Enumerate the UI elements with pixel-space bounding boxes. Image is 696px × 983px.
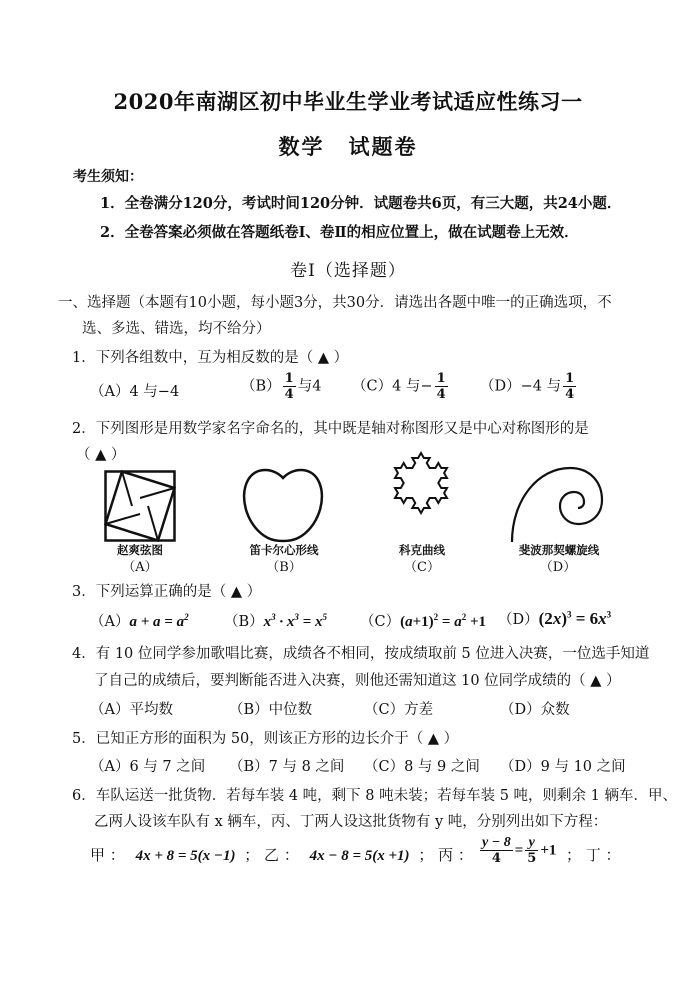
figure-d-name: 斐波那契螺旋线 — [518, 543, 600, 557]
part1-title: 卷Ⅰ（选择题） — [290, 261, 406, 281]
q6-yi-eq: 4x − 8 = 5(x +1) — [309, 848, 410, 864]
q1-c-fraction — [435, 371, 448, 402]
q1-d-den: 4 — [565, 387, 575, 402]
q4-option-a: （A）平均数 — [90, 702, 173, 718]
subject-name: 数学 — [278, 134, 325, 159]
q4-option-c: （C）方差 — [364, 702, 434, 718]
cardioid-figure — [240, 464, 326, 546]
q6-stem-line1: 6．车队运送一批货物．若每车装 4 吨，剩下 8 吨未装；若每车装 5 吨，则剩余 1 辆车．甲、 — [72, 788, 677, 804]
q1-d-num: 1 — [565, 371, 575, 386]
q6-bing-post: +1 — [540, 842, 557, 859]
q1-b-num: 1 — [284, 371, 294, 386]
q1-d-label: （D）−4 与 — [480, 378, 562, 395]
fibonacci-spiral-figure — [508, 462, 604, 544]
q6-bing-eq — [478, 835, 556, 866]
q3-b-label: （B） — [224, 614, 264, 630]
q1-c-den: 4 — [436, 387, 446, 402]
q5-option-d: （D）9 与 10 之间 — [500, 759, 626, 775]
q3-c-label: （C） — [360, 614, 401, 630]
paper-name: 试题卷 — [348, 134, 418, 159]
notice-heading: 考生须知： — [73, 169, 143, 185]
q1-b-post: 与4 — [297, 378, 322, 395]
figure-b-name: 笛卡尔心形线 — [249, 543, 319, 557]
notice-item-1: 1．全卷满分120分，考试时间120分钟．试题卷共6页，有三大题，共24小题． — [100, 195, 622, 212]
subject-title — [0, 131, 696, 161]
q3-d-label: （D） — [498, 612, 539, 628]
zhao-shuang-diagram-figure — [104, 470, 176, 542]
q3-b-expr: $x^3 \cdot x^3 = x^5$ — [263, 612, 327, 630]
figure-c-name: 科克曲线 — [399, 543, 445, 557]
q3-option-b — [224, 610, 327, 631]
section1-instructions-line1: 一、选择题（本题有10小题，每小题3分，共30分．请选出各题中唯一的正确选项，不 — [58, 295, 612, 311]
q1-option-d — [480, 371, 578, 402]
q6-bing-fraction-1 — [480, 835, 513, 866]
q4-stem-line1: 4．有 10 位同学参加歌唱比赛，成绩各不相同，按成绩取前 5 位进入决赛，一位选手知道 — [72, 646, 650, 662]
q2-stem-line1: 2．下列图形是用数学家名字命名的，其中既是轴对称图形又是中心对称图形的是 — [72, 421, 589, 437]
q1-d-fraction — [563, 371, 576, 402]
q3-a-label: （A） — [90, 614, 130, 630]
figure-a-name: 赵爽弦图 — [117, 543, 163, 557]
q3-option-d — [498, 608, 611, 629]
q1-option-a: （A）4 与−4 — [90, 384, 180, 400]
q6-bing-num1: y − 8 — [482, 835, 511, 850]
notice-item-2: 2．全卷答案必须做在答题纸卷Ⅰ、卷Ⅱ的相应位置上，做在试题卷上无效． — [100, 224, 579, 241]
q3-d-expr: $(2x)^3 = 6x^3$ — [538, 609, 612, 628]
q3-option-a — [90, 610, 189, 631]
q1-c-num: 1 — [436, 371, 446, 386]
q5-stem: 5．已知正方形的面积为 50，则该正方形的边长介于（ ▲ ） — [72, 731, 459, 747]
q6-bing-den2: 5 — [527, 851, 537, 866]
q1-b-fraction — [283, 371, 296, 402]
q5-option-b: （B）7 与 8 之间 — [229, 759, 345, 775]
q5-option-a: （A）6 与 7 之间 — [90, 759, 206, 775]
q1-c-label: （C）4 与− — [352, 378, 433, 395]
q1-stem: 1．下列各组数中，互为相反数的是（ ▲ ） — [72, 350, 349, 366]
q4-stem-line2: 了自己的成绩后，要判断能否进入决赛，则他还需知道这 10 位同学成绩的（ ▲ ） — [94, 673, 621, 689]
q5-option-c: （C）8 与 9 之间 — [364, 759, 480, 775]
q6-yi-label: ； 乙 ： — [244, 846, 299, 864]
q6-ding-label: ； 丁 ： — [566, 846, 621, 864]
q6-stem-line2: 乙两人设该车队有 x 辆车，丙、丁两人设这批货物有 y 吨，分别列出如下方程： — [94, 814, 608, 830]
section1-instructions-line2: 选、多选、错选，均不给分） — [82, 321, 271, 337]
q4-option-d: （D）众数 — [500, 702, 570, 718]
q1-option-c — [352, 371, 450, 402]
q3-c-expr: $(a+1)^2 = a^2 +1$ — [400, 612, 487, 630]
q1-b-den: 4 — [284, 387, 294, 402]
q6-equations — [90, 844, 473, 865]
figure-a-label: （A） — [122, 560, 158, 575]
q6-bing-fraction-2 — [525, 835, 538, 866]
q1-b-label: （B） — [241, 378, 281, 395]
q4-option-b: （B）中位数 — [229, 702, 313, 718]
q6-bing-label: ； 丙 ： — [418, 846, 473, 864]
q6-jia-label: 甲 ： — [90, 846, 125, 864]
q6-bing-den1: 4 — [491, 851, 501, 866]
q3-option-c — [360, 610, 486, 631]
q3-a-expr: $a + a = a^2$ — [129, 612, 189, 630]
exam-title: 2020年南湖区初中毕业生学业考试适应性练习一 — [113, 89, 583, 114]
figure-b-label: （B） — [266, 560, 302, 575]
q1-option-b — [241, 371, 321, 402]
q3-stem: 3．下列运算正确的是（ ▲ ） — [72, 584, 262, 600]
koch-snowflake-figure — [382, 442, 460, 524]
q6-bing-equals: = — [514, 842, 524, 859]
figure-d-label: （D） — [539, 560, 577, 575]
figure-c-label: （C） — [404, 560, 440, 575]
q2-stem-line2: （ ▲ ） — [76, 447, 126, 463]
q6-jia-eq: 4x + 8 = 5(x −1) — [135, 848, 236, 864]
q6-bing-num2: y — [525, 835, 538, 851]
